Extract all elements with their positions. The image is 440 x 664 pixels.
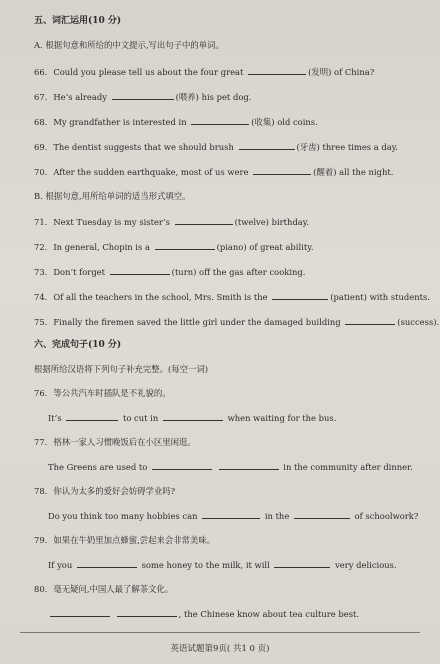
question-76-prompt <box>34 388 171 399</box>
question-text-end: with students. <box>369 292 430 302</box>
sentence-part: of schoolwork? <box>354 511 419 521</box>
sentence-part: some honey to the milk, it will <box>141 560 270 570</box>
answer-blank[interactable] <box>248 66 306 75</box>
question-text: Of all the teachers in the school, Mrs. Smith is the <box>53 292 268 302</box>
hint: (piano) <box>216 242 247 252</box>
answer-blank[interactable] <box>155 241 215 250</box>
question-79-prompt <box>34 535 215 546</box>
sentence-part: It’s <box>48 413 62 423</box>
hint: (twelve) <box>234 217 269 227</box>
hint: (醒着) <box>313 167 337 177</box>
answer-blank[interactable] <box>117 608 177 617</box>
answer-blank[interactable] <box>294 510 350 519</box>
hint: (turn) <box>171 267 197 277</box>
answer-blank[interactable] <box>239 141 295 150</box>
section-5-title: 五、词汇运用(10 分) <box>34 16 122 26</box>
answer-blank[interactable] <box>112 91 174 100</box>
question-70 <box>34 166 393 178</box>
chinese-prompt: 等公共汽车时插队是不礼貌的。 <box>53 388 171 398</box>
answer-blank[interactable] <box>163 412 223 421</box>
question-number: 78. <box>34 486 48 496</box>
answer-blank[interactable] <box>175 216 233 225</box>
answer-blank[interactable] <box>219 461 279 470</box>
question-72 <box>34 241 313 253</box>
sentence-part: in the community after dinner. <box>283 462 413 472</box>
question-text-end: birthday. <box>271 217 310 227</box>
hint: (success) <box>397 317 437 327</box>
question-number: 66. <box>34 67 48 77</box>
answer-blank[interactable] <box>110 266 170 275</box>
chinese-prompt: 你认为太多的爱好会妨碍学业吗? <box>53 486 176 496</box>
question-74 <box>34 291 430 303</box>
question-text: In general, Chopin is a <box>53 242 150 252</box>
question-text-end: . <box>436 317 440 327</box>
sentence-part: The Greens are used to <box>48 462 148 472</box>
hint: (发明) <box>308 67 332 77</box>
chinese-prompt: 毫无疑问,中国人最了解茶文化。 <box>53 584 174 594</box>
question-71 <box>34 216 309 228</box>
chinese-prompt: 格林一家人习惯晚饭后在小区里闲逛。 <box>53 437 196 447</box>
answer-blank[interactable] <box>50 608 110 617</box>
page-footer: 英语试题第9页( 共1 0 页) <box>170 644 270 654</box>
answer-blank[interactable] <box>77 559 137 568</box>
question-75 <box>34 316 439 328</box>
question-73 <box>34 266 305 278</box>
question-76-sentence <box>48 412 336 424</box>
question-67 <box>34 91 251 103</box>
question-79-sentence <box>48 559 397 571</box>
question-text: Don’t forget <box>53 267 105 277</box>
question-number: 76. <box>34 388 48 398</box>
question-text-end: all the night. <box>339 167 394 177</box>
part-a-instruction: A. 根据句意和所给的中文提示,写出句子中的单词。 <box>34 40 224 50</box>
question-66 <box>34 66 374 78</box>
sentence-part: to cut in <box>122 413 159 423</box>
question-text: Finally the firemen saved the little girl under the damaged building <box>53 317 341 327</box>
question-80-sentence <box>48 608 359 620</box>
question-number: 80. <box>34 584 48 594</box>
answer-blank[interactable] <box>253 166 311 175</box>
hint: (patient) <box>330 292 367 302</box>
part-b-instruction: B. 根据句意,用所给单词的适当形式填空。 <box>34 191 191 201</box>
hint: (牙齿) <box>296 142 320 152</box>
chinese-prompt: 如果在牛奶里加点蜂蜜,尝起来会非常美味。 <box>53 535 216 545</box>
question-number: 79. <box>34 535 48 545</box>
question-text-end: of great ability. <box>249 242 314 252</box>
answer-blank[interactable] <box>272 291 328 300</box>
question-69 <box>34 141 398 153</box>
question-number: 68. <box>34 117 48 127</box>
answer-blank[interactable] <box>274 559 330 568</box>
question-text-end: of China? <box>334 67 375 77</box>
question-text: He’s already <box>53 92 107 102</box>
question-text-end: off the gas after cooking. <box>199 267 306 277</box>
question-number: 67. <box>34 92 48 102</box>
question-number: 75. <box>34 317 48 327</box>
question-text-end: old coins. <box>277 117 318 127</box>
question-number: 74. <box>34 292 48 302</box>
hint: (喂养) <box>175 92 199 102</box>
section-6-instruction: 根据所给汉语将下列句子补充完整。(每空一词) <box>34 364 209 374</box>
sentence-part: , the Chinese know about tea culture best. <box>178 609 360 619</box>
answer-blank[interactable] <box>191 116 249 125</box>
question-number: 77. <box>34 437 48 447</box>
question-80-prompt <box>34 584 173 595</box>
question-78-sentence <box>48 510 418 522</box>
question-text: My grandfather is interested in <box>53 117 187 127</box>
question-77-prompt <box>34 437 196 448</box>
question-text-end: his pet dog. <box>201 92 252 102</box>
question-68 <box>34 116 318 128</box>
sentence-part: when waiting for the bus. <box>227 413 337 423</box>
question-number: 71. <box>34 217 48 227</box>
question-78-prompt <box>34 486 175 497</box>
question-number: 69. <box>34 142 48 152</box>
question-text: Next Tuesday is my sister’s <box>53 217 170 227</box>
question-number: 72. <box>34 242 48 252</box>
answer-blank[interactable] <box>66 412 118 421</box>
answer-blank[interactable] <box>202 510 260 519</box>
question-text-end: three times a day. <box>322 142 399 152</box>
section-6-title: 六、完成句子(10 分) <box>34 340 122 350</box>
sentence-part: Do you think too many hobbies can <box>48 511 198 521</box>
footer-divider <box>20 632 420 633</box>
question-number: 70. <box>34 167 48 177</box>
question-text: The dentist suggests that we should brush <box>53 142 234 152</box>
question-text: After the sudden earthquake, most of us were <box>53 167 249 177</box>
answer-blank[interactable] <box>345 316 395 325</box>
sentence-part: in the <box>264 511 290 521</box>
sentence-part: very delicious. <box>335 560 397 570</box>
question-77-sentence <box>48 461 413 473</box>
hint: (收集) <box>251 117 275 127</box>
question-number: 73. <box>34 267 48 277</box>
answer-blank[interactable] <box>152 461 212 470</box>
question-text: Could you please tell us about the four great <box>53 67 244 77</box>
sentence-part: If you <box>48 560 73 570</box>
